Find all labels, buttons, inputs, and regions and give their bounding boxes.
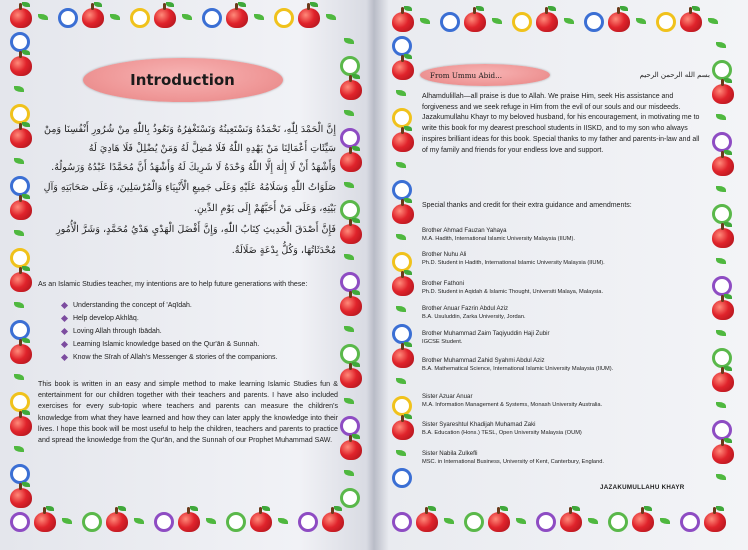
credit-name: Sister Nabila Zulkefli [422, 450, 478, 457]
caterpillar-icon [464, 512, 484, 532]
apple-icon [392, 420, 414, 440]
apple-icon [10, 416, 32, 436]
apple-icon [488, 512, 510, 532]
apple-icon [536, 12, 558, 32]
credit-entry [422, 421, 712, 437]
caterpillar-icon [392, 396, 412, 416]
caterpillar-icon [130, 8, 150, 28]
caterpillar-icon [202, 8, 222, 28]
apple-icon [340, 368, 362, 388]
bullet-text: Understanding the concept of 'Aqīdah. [73, 302, 192, 309]
credit-detail: Ph.D. Student in Aqidah & Islamic Thought, Universiti Malaya, Malaysia. [422, 289, 604, 296]
caterpillar-icon [512, 12, 532, 32]
credit-entry [422, 450, 712, 466]
credit-detail: B.A. Mathematical Science, International Islamic University Malaysia (IIUM). [422, 366, 614, 373]
caterpillar-icon [392, 252, 412, 272]
apple-icon [340, 224, 362, 244]
caterpillar-icon [712, 348, 732, 368]
bullet-text: Learning Islamic knowledge based on the Qur'ān & Sunnah. [73, 341, 260, 348]
caterpillar-icon [10, 104, 30, 124]
apple-icon [154, 8, 176, 28]
from-title: From Ummu Abid... [430, 71, 502, 80]
apple-icon [10, 8, 32, 28]
caterpillar-icon [712, 276, 732, 296]
caterpillar-icon [340, 56, 360, 76]
credit-detail: IGCSE Student. [422, 339, 463, 346]
caterpillar-icon [392, 108, 412, 128]
apple-icon [340, 80, 362, 100]
arabic-line-6: فَإِنَّ أَصْدَقَ الْحَدِيثِ كِتَابُ اللّٰهِ، وَإِنَّ أَفْضَلَ الْهَدْيِ هَدْيُ مُحَمَّدٍ، وَشَرَّ الْأُمُورِ [56, 224, 336, 235]
apple-icon [250, 512, 272, 532]
caterpillar-icon [392, 512, 412, 532]
apple-icon [464, 12, 486, 32]
credit-name: Brother Muhammad Zaim Taqiyuddin Haji Zubir [422, 330, 550, 337]
caterpillar-icon [226, 512, 246, 532]
signoff: JAZAKUMULLAHU KHAYR [600, 484, 685, 491]
apple-icon [712, 444, 734, 464]
caterpillar-icon [340, 272, 360, 292]
apple-icon [392, 60, 414, 80]
bullet-item [62, 354, 277, 361]
bismillah-heading: بسم الله الرحمن الرحيم [639, 71, 710, 79]
apple-icon [10, 200, 32, 220]
caterpillar-icon [10, 512, 30, 532]
bullet-text: Know the Sīrah of Allah's Messenger & stories of the companions. [73, 354, 278, 361]
bullet-icon [61, 302, 68, 309]
caterpillar-icon [10, 176, 30, 196]
apple-icon [712, 228, 734, 248]
caterpillar-icon [712, 60, 732, 80]
bullet-text: Loving Allah through Ibādah. [73, 328, 162, 335]
apple-icon [712, 156, 734, 176]
apple-icon [82, 8, 104, 28]
arabic-line-2: سَيِّئَاتِ أَعْمَالِنَا مَنْ يَهْدِهِ اللّٰهُ فَلَا مُضِلَّ لَهُ وَمَنْ يُضْلِلْ فَلَا هَادِيَ لَهُ [88, 143, 336, 154]
caterpillar-icon [392, 324, 412, 344]
credit-entry [422, 330, 712, 346]
apple-icon [106, 512, 128, 532]
credit-detail: M.A. Information Management & Systems, Monash University Australia. [422, 402, 603, 409]
apple-icon [632, 512, 654, 532]
apple-icon [10, 128, 32, 148]
apple-icon [10, 272, 32, 292]
credit-detail: B.A. Usuluddin, Zarka University, Jordan. [422, 314, 526, 321]
caterpillar-icon [340, 488, 360, 508]
intro-paragraph: As an Islamic Studies teacher, my intentions are to help future generations with these: [38, 280, 308, 288]
credit-detail: MSC. in International Business, University of Kent, Canterbury, England. [422, 459, 604, 466]
credit-name: Sister Azuar Anuar [422, 393, 473, 400]
credit-name: Sister Syareshtul Khadijah Muhamad Zaki [422, 421, 536, 428]
arabic-line-5: بَيْتِهِ، وَعَلَى مَنْ أَحَبَّهُمْ إِلَى يَوْمِ الدِّينِ. [193, 203, 336, 214]
caterpillar-icon [608, 512, 628, 532]
apple-icon [712, 84, 734, 104]
credit-entry [422, 305, 712, 321]
bullet-icon [61, 341, 68, 348]
caterpillar-icon [298, 512, 318, 532]
bullet-item [62, 328, 162, 335]
caterpillar-icon [10, 464, 30, 484]
apple-icon [392, 276, 414, 296]
bullet-item [62, 302, 192, 309]
caterpillar-icon [10, 32, 30, 52]
apple-icon [416, 512, 438, 532]
credit-detail: M.A. Hadith, International Islamic University Malaysia (IIUM). [422, 236, 575, 243]
arabic-line-1: إِنَّ الْحَمْدَ لِلّٰهِ، نَحْمَدُهُ وَنَسْتَعِينُهُ وَنَسْتَغْفِرُهُ وَنَعُوذُ بِاللّٰهِ مِنْ شُرُورِ أَنْفُسِنَا وَمِنْ [44, 124, 336, 135]
credit-name: Brother Anuar Fazrin Abdul Aziz [422, 305, 509, 312]
special-thanks-line: Special thanks and credit for their extra guidance and amendments: [422, 202, 632, 209]
credit-entry [422, 393, 712, 409]
caterpillar-icon [10, 392, 30, 412]
acknowledgement-paragraph: Alhamdulillah—all praise is due to Allah. We praise Him, seek His assistance and forgiveness and we seek refuge in Him from the evil of our souls and our misdeeds. Jazakumullahu Khayr to my beloved husband, for his encouragement, in motivating me to write this book for my dearest preschool students in IISKD, and to my son who always inspires brilliant ideas for this book. Special thanks to my father and parents-in-law and all of my family and friends for your endless love and support. [422, 93, 700, 154]
apple-icon [712, 300, 734, 320]
apple-icon [560, 512, 582, 532]
caterpillar-icon [10, 248, 30, 268]
apple-icon [322, 512, 344, 532]
apple-icon [392, 12, 414, 32]
arabic-line-3: وَأَشْهَدُ أَنْ لَا إِلٰهَ إِلَّا اللّٰهُ وَحْدَهُ لَا شَرِيكَ لَهُ وَأَشْهَدُ أَنَّ مُحَمَّدًا عَبْدُهُ وَرَسُولُهُ. [51, 162, 336, 173]
caterpillar-icon [712, 204, 732, 224]
caterpillar-icon [340, 128, 360, 148]
apple-icon [10, 344, 32, 364]
apple-icon [226, 8, 248, 28]
bullet-item [62, 341, 259, 348]
apple-icon [10, 488, 32, 508]
caterpillar-icon [10, 320, 30, 340]
caterpillar-icon [392, 180, 412, 200]
apple-icon [340, 152, 362, 172]
credit-detail: Ph.D. Student in Hadith, International Islamic University Malaysia (IIUM). [422, 260, 605, 267]
apple-icon [712, 372, 734, 392]
credit-name: Brother Fathoni [422, 280, 465, 287]
caterpillar-icon [392, 468, 412, 488]
apple-icon [10, 56, 32, 76]
right-page [376, 0, 748, 550]
caterpillar-icon [82, 512, 102, 532]
apple-icon [178, 512, 200, 532]
apple-icon [340, 440, 362, 460]
caterpillar-icon [712, 132, 732, 152]
credit-entry [422, 357, 712, 373]
bullet-item [62, 315, 139, 322]
apple-icon [680, 12, 702, 32]
bullet-icon [61, 328, 68, 335]
apple-icon [34, 512, 56, 532]
arabic-line-7: مُحْدَثَاتُهَا، وَكُلُّ بِدْعَةٍ ضَلَالَةٌ. [231, 245, 336, 256]
caterpillar-icon [536, 512, 556, 532]
apple-icon [704, 512, 726, 532]
caterpillar-icon [340, 344, 360, 364]
credit-entry [422, 251, 712, 267]
apple-icon [298, 8, 320, 28]
caterpillar-icon [340, 416, 360, 436]
credit-entry [422, 280, 712, 296]
caterpillar-icon [680, 512, 700, 532]
caterpillar-icon [712, 420, 732, 440]
credit-name: Brother Ahmad Fauzan Yahaya [422, 227, 507, 234]
caterpillar-icon [584, 12, 604, 32]
caterpillar-icon [58, 8, 78, 28]
caterpillar-icon [392, 36, 412, 56]
body-paragraph: This book is written in an easy and simple method to make learning Islamic Studies fun & entertainment for our children together with their teachers and parents. I have also included exercises for every sub-topic where teachers and parents can measure the children's knowledge from what they have learned and how they can later apply the knowledge into their lives. I hope this book will be most useful to help the children, teachers and parents to practice and spread the knowledge from the Qur'ān, and the Sunnah of our Prophet Muhammad SAW. [38, 380, 338, 445]
arabic-line-4: صَلَوَاتُ اللّٰهِ وَسَلَامُهُ عَلَيْهِ وَعَلَى جَمِيعِ الْأَنْبِيَاءِ وَالْمُرْسَلِينَ، وَعَلَى صَحَابَتِهِ وَآلِ [43, 182, 336, 193]
apple-icon [340, 296, 362, 316]
caterpillar-icon [274, 8, 294, 28]
apple-icon [392, 348, 414, 368]
apple-icon [392, 132, 414, 152]
caterpillar-icon [656, 12, 676, 32]
caterpillar-icon [340, 200, 360, 220]
caterpillar-icon [154, 512, 174, 532]
caterpillar-icon [440, 12, 460, 32]
introduction-title: Introduction [130, 71, 235, 89]
credit-name: Brother Nuhu Ali [422, 251, 467, 258]
bullet-icon [61, 315, 68, 322]
credit-detail: B.A. Education (Hons.) TESL, Open University Malaysia (OUM) [422, 430, 582, 437]
bullet-icon [61, 354, 68, 361]
credit-name: Brother Muhammad Zahid Syahmi Abdul Aziz [422, 357, 545, 364]
credit-entry [422, 227, 712, 243]
bullet-text: Help develop Akhlāq. [73, 315, 139, 322]
apple-icon [392, 204, 414, 224]
apple-icon [608, 12, 630, 32]
